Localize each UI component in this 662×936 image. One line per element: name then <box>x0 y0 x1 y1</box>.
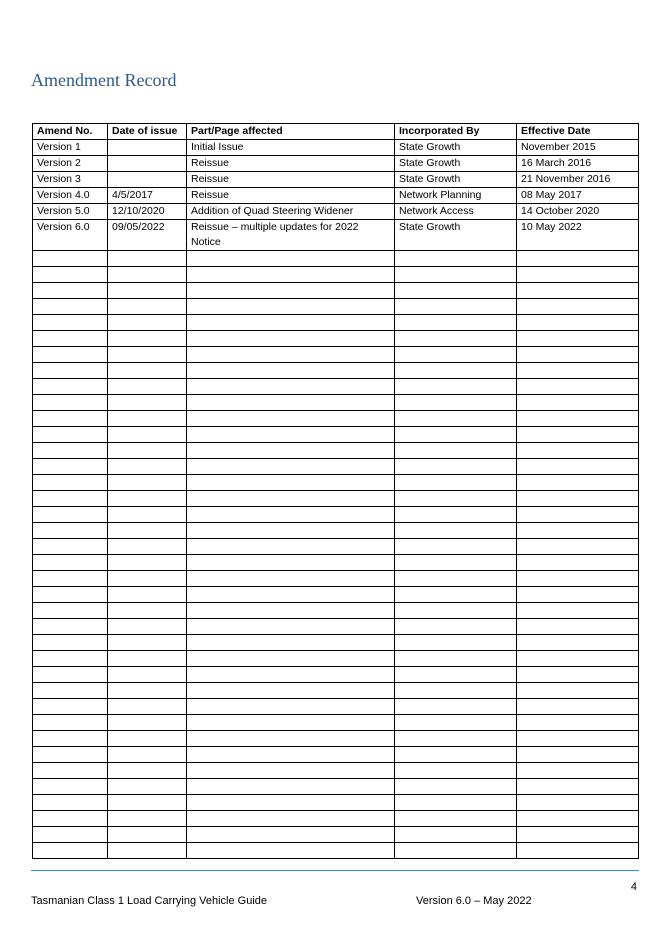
empty-cell <box>395 795 517 811</box>
empty-cell <box>108 555 187 571</box>
empty-cell <box>33 523 108 539</box>
empty-cell <box>395 699 517 715</box>
empty-cell <box>517 667 639 683</box>
empty-cell <box>187 299 395 315</box>
empty-cell <box>108 475 187 491</box>
amend-no-cell: Version 5.0 <box>33 204 108 220</box>
empty-table-row <box>33 459 639 475</box>
empty-cell <box>517 411 639 427</box>
empty-table-row <box>33 331 639 347</box>
part-page-affected-cell: Reissue – multiple updates for 2022 Notice <box>187 220 395 251</box>
empty-table-row <box>33 635 639 651</box>
empty-cell <box>108 651 187 667</box>
empty-cell <box>395 475 517 491</box>
empty-cell <box>517 251 639 267</box>
header-part-page-affected: Part/Page affected <box>187 124 395 140</box>
empty-cell <box>33 795 108 811</box>
empty-cell <box>395 779 517 795</box>
empty-cell <box>187 635 395 651</box>
empty-cell <box>517 651 639 667</box>
table-row <box>33 156 639 172</box>
header-amend-no: Amend No. <box>33 124 108 140</box>
empty-cell <box>517 843 639 859</box>
empty-table-row <box>33 299 639 315</box>
empty-cell <box>187 315 395 331</box>
empty-table-row <box>33 507 639 523</box>
empty-table-row <box>33 683 639 699</box>
empty-cell <box>395 555 517 571</box>
empty-cell <box>187 651 395 667</box>
empty-table-row <box>33 779 639 795</box>
empty-cell <box>108 427 187 443</box>
empty-cell <box>33 411 108 427</box>
footer-divider <box>31 870 639 871</box>
empty-cell <box>187 459 395 475</box>
empty-table-row <box>33 619 639 635</box>
empty-cell <box>108 715 187 731</box>
empty-table-row <box>33 427 639 443</box>
empty-cell <box>187 683 395 699</box>
empty-table-row <box>33 475 639 491</box>
empty-cell <box>108 843 187 859</box>
empty-cell <box>108 811 187 827</box>
empty-cell <box>33 459 108 475</box>
empty-cell <box>33 747 108 763</box>
empty-cell <box>33 379 108 395</box>
empty-cell <box>33 571 108 587</box>
empty-cell <box>108 683 187 699</box>
empty-cell <box>395 427 517 443</box>
empty-cell <box>108 379 187 395</box>
date-of-issue-cell: 09/05/2022 <box>108 220 187 251</box>
empty-cell <box>33 299 108 315</box>
empty-cell <box>187 251 395 267</box>
empty-cell <box>517 379 639 395</box>
part-page-affected-cell: Initial Issue <box>187 140 395 156</box>
table-header-row <box>33 124 639 140</box>
empty-cell <box>517 475 639 491</box>
empty-cell <box>108 571 187 587</box>
empty-cell <box>33 811 108 827</box>
empty-cell <box>517 635 639 651</box>
empty-cell <box>517 603 639 619</box>
empty-table-row <box>33 747 639 763</box>
empty-table-row <box>33 603 639 619</box>
empty-cell <box>108 587 187 603</box>
empty-cell <box>395 747 517 763</box>
empty-table-row <box>33 827 639 843</box>
empty-cell <box>395 411 517 427</box>
empty-cell <box>187 523 395 539</box>
empty-cell <box>108 795 187 811</box>
empty-cell <box>395 635 517 651</box>
empty-cell <box>517 571 639 587</box>
empty-cell <box>33 763 108 779</box>
empty-cell <box>187 363 395 379</box>
empty-cell <box>187 779 395 795</box>
date-of-issue-cell <box>108 140 187 156</box>
empty-table-row <box>33 795 639 811</box>
empty-cell <box>33 843 108 859</box>
empty-cell <box>108 331 187 347</box>
empty-table-row <box>33 731 639 747</box>
date-of-issue-cell: 12/10/2020 <box>108 204 187 220</box>
empty-cell <box>108 523 187 539</box>
empty-cell <box>395 283 517 299</box>
empty-cell <box>517 331 639 347</box>
effective-date-cell: 14 October 2020 <box>517 204 639 220</box>
empty-cell <box>33 555 108 571</box>
empty-cell <box>33 427 108 443</box>
incorporated-by-cell: State Growth <box>395 140 517 156</box>
empty-cell <box>517 827 639 843</box>
empty-cell <box>187 571 395 587</box>
empty-cell <box>33 827 108 843</box>
empty-cell <box>395 347 517 363</box>
empty-table-row <box>33 587 639 603</box>
empty-cell <box>395 379 517 395</box>
empty-cell <box>517 763 639 779</box>
footer-version: Version 6.0 – May 2022 <box>416 895 532 907</box>
empty-cell <box>517 315 639 331</box>
empty-cell <box>395 267 517 283</box>
empty-cell <box>108 603 187 619</box>
part-page-affected-cell: Reissue <box>187 188 395 204</box>
empty-cell <box>33 363 108 379</box>
empty-cell <box>33 731 108 747</box>
empty-cell <box>187 411 395 427</box>
empty-cell <box>108 635 187 651</box>
empty-cell <box>108 443 187 459</box>
empty-cell <box>108 411 187 427</box>
empty-cell <box>33 251 108 267</box>
empty-cell <box>395 443 517 459</box>
empty-table-row <box>33 267 639 283</box>
empty-cell <box>187 395 395 411</box>
amend-no-cell: Version 2 <box>33 156 108 172</box>
part-page-affected-cell: Reissue <box>187 156 395 172</box>
empty-cell <box>108 539 187 555</box>
empty-cell <box>187 731 395 747</box>
table-body <box>33 140 639 859</box>
empty-table-row <box>33 379 639 395</box>
empty-cell <box>395 811 517 827</box>
empty-cell <box>395 315 517 331</box>
empty-table-row <box>33 667 639 683</box>
part-page-affected-cell: Addition of Quad Steering Widener <box>187 204 395 220</box>
empty-cell <box>108 283 187 299</box>
empty-cell <box>395 331 517 347</box>
empty-cell <box>187 795 395 811</box>
effective-date-cell: 08 May 2017 <box>517 188 639 204</box>
empty-cell <box>33 651 108 667</box>
empty-cell <box>108 299 187 315</box>
empty-cell <box>187 811 395 827</box>
empty-cell <box>33 283 108 299</box>
empty-cell <box>33 475 108 491</box>
empty-cell <box>517 443 639 459</box>
effective-date-cell: 16 March 2016 <box>517 156 639 172</box>
empty-cell <box>517 539 639 555</box>
empty-table-row <box>33 523 639 539</box>
table-row <box>33 140 639 156</box>
empty-cell <box>33 715 108 731</box>
empty-table-row <box>33 571 639 587</box>
empty-cell <box>33 491 108 507</box>
empty-cell <box>395 619 517 635</box>
incorporated-by-cell: Network Access <box>395 204 517 220</box>
incorporated-by-cell: State Growth <box>395 156 517 172</box>
date-of-issue-cell <box>108 156 187 172</box>
empty-cell <box>395 715 517 731</box>
amend-no-cell: Version 4.0 <box>33 188 108 204</box>
empty-cell <box>108 347 187 363</box>
empty-cell <box>33 587 108 603</box>
empty-cell <box>517 715 639 731</box>
empty-cell <box>517 699 639 715</box>
table-row <box>33 172 639 188</box>
empty-cell <box>517 507 639 523</box>
empty-cell <box>108 779 187 795</box>
effective-date-cell: 10 May 2022 <box>517 220 639 251</box>
empty-cell <box>33 635 108 651</box>
empty-table-row <box>33 411 639 427</box>
empty-cell <box>517 683 639 699</box>
empty-cell <box>395 363 517 379</box>
empty-table-row <box>33 715 639 731</box>
empty-table-row <box>33 363 639 379</box>
empty-cell <box>395 731 517 747</box>
empty-cell <box>187 555 395 571</box>
empty-cell <box>108 315 187 331</box>
empty-table-row <box>33 251 639 267</box>
empty-table-row <box>33 843 639 859</box>
empty-cell <box>33 507 108 523</box>
empty-cell <box>517 299 639 315</box>
header-effective-date: Effective Date <box>517 124 639 140</box>
empty-cell <box>187 491 395 507</box>
empty-table-row <box>33 763 639 779</box>
effective-date-cell: 21 November 2016 <box>517 172 639 188</box>
empty-cell <box>517 779 639 795</box>
empty-cell <box>187 763 395 779</box>
date-of-issue-cell: 4/5/2017 <box>108 188 187 204</box>
empty-table-row <box>33 443 639 459</box>
empty-cell <box>33 443 108 459</box>
empty-cell <box>395 491 517 507</box>
empty-cell <box>33 779 108 795</box>
empty-cell <box>108 731 187 747</box>
empty-cell <box>187 331 395 347</box>
empty-table-row <box>33 555 639 571</box>
empty-table-row <box>33 491 639 507</box>
empty-cell <box>517 283 639 299</box>
empty-cell <box>187 283 395 299</box>
empty-cell <box>108 763 187 779</box>
empty-cell <box>187 827 395 843</box>
empty-cell <box>187 699 395 715</box>
empty-cell <box>33 267 108 283</box>
empty-cell <box>187 475 395 491</box>
empty-cell <box>395 507 517 523</box>
empty-table-row <box>33 283 639 299</box>
empty-cell <box>517 395 639 411</box>
empty-table-row <box>33 315 639 331</box>
empty-table-row <box>33 651 639 667</box>
empty-cell <box>187 443 395 459</box>
table-row <box>33 204 639 220</box>
empty-cell <box>395 587 517 603</box>
effective-date-cell: November 2015 <box>517 140 639 156</box>
amend-no-cell: Version 1 <box>33 140 108 156</box>
empty-cell <box>187 619 395 635</box>
empty-cell <box>108 619 187 635</box>
empty-cell <box>187 507 395 523</box>
empty-cell <box>187 347 395 363</box>
footer-document-title: Tasmanian Class 1 Load Carrying Vehicle Guide <box>31 895 268 907</box>
empty-cell <box>187 747 395 763</box>
empty-table-row <box>33 811 639 827</box>
empty-cell <box>187 379 395 395</box>
empty-cell <box>187 587 395 603</box>
empty-cell <box>395 683 517 699</box>
incorporated-by-cell: State Growth <box>395 172 517 188</box>
empty-cell <box>108 491 187 507</box>
empty-cell <box>108 251 187 267</box>
amend-no-cell: Version 6.0 <box>33 220 108 251</box>
empty-cell <box>395 395 517 411</box>
empty-cell <box>395 299 517 315</box>
empty-cell <box>517 267 639 283</box>
empty-cell <box>187 843 395 859</box>
empty-cell <box>108 507 187 523</box>
empty-cell <box>33 667 108 683</box>
empty-cell <box>517 459 639 475</box>
empty-cell <box>108 267 187 283</box>
empty-cell <box>395 539 517 555</box>
empty-cell <box>395 459 517 475</box>
empty-cell <box>187 603 395 619</box>
empty-cell <box>395 667 517 683</box>
empty-cell <box>395 571 517 587</box>
empty-table-row <box>33 395 639 411</box>
date-of-issue-cell <box>108 172 187 188</box>
empty-cell <box>187 667 395 683</box>
empty-cell <box>33 683 108 699</box>
empty-cell <box>395 523 517 539</box>
empty-cell <box>517 795 639 811</box>
empty-cell <box>187 539 395 555</box>
page-title: Amendment Record <box>31 70 177 90</box>
page-number: 4 <box>630 881 637 893</box>
empty-cell <box>33 539 108 555</box>
empty-cell <box>108 395 187 411</box>
empty-cell <box>517 619 639 635</box>
header-incorporated-by: Incorporated By <box>395 124 517 140</box>
empty-cell <box>517 427 639 443</box>
empty-cell <box>108 459 187 475</box>
incorporated-by-cell: Network Planning <box>395 188 517 204</box>
empty-cell <box>108 699 187 715</box>
amend-no-cell: Version 3 <box>33 172 108 188</box>
empty-cell <box>33 699 108 715</box>
table-row <box>33 220 639 251</box>
empty-cell <box>33 619 108 635</box>
empty-cell <box>395 603 517 619</box>
empty-cell <box>517 731 639 747</box>
empty-cell <box>33 395 108 411</box>
empty-cell <box>517 811 639 827</box>
empty-cell <box>517 587 639 603</box>
empty-cell <box>517 747 639 763</box>
empty-cell <box>187 267 395 283</box>
empty-cell <box>395 651 517 667</box>
empty-cell <box>395 251 517 267</box>
empty-cell <box>108 667 187 683</box>
amendment-record-table <box>32 123 639 859</box>
empty-cell <box>517 555 639 571</box>
empty-table-row <box>33 347 639 363</box>
empty-cell <box>187 427 395 443</box>
empty-table-row <box>33 539 639 555</box>
empty-cell <box>395 763 517 779</box>
empty-cell <box>108 363 187 379</box>
empty-cell <box>33 603 108 619</box>
empty-cell <box>33 347 108 363</box>
part-page-affected-cell: Reissue <box>187 172 395 188</box>
empty-cell <box>395 843 517 859</box>
incorporated-by-cell: State Growth <box>395 220 517 251</box>
empty-cell <box>517 363 639 379</box>
empty-cell <box>108 747 187 763</box>
empty-cell <box>33 331 108 347</box>
empty-cell <box>517 491 639 507</box>
empty-cell <box>187 715 395 731</box>
empty-cell <box>33 315 108 331</box>
empty-cell <box>108 827 187 843</box>
header-date-of-issue: Date of issue <box>108 124 187 140</box>
empty-table-row <box>33 699 639 715</box>
table-row <box>33 188 639 204</box>
empty-cell <box>395 827 517 843</box>
empty-cell <box>517 523 639 539</box>
empty-cell <box>517 347 639 363</box>
